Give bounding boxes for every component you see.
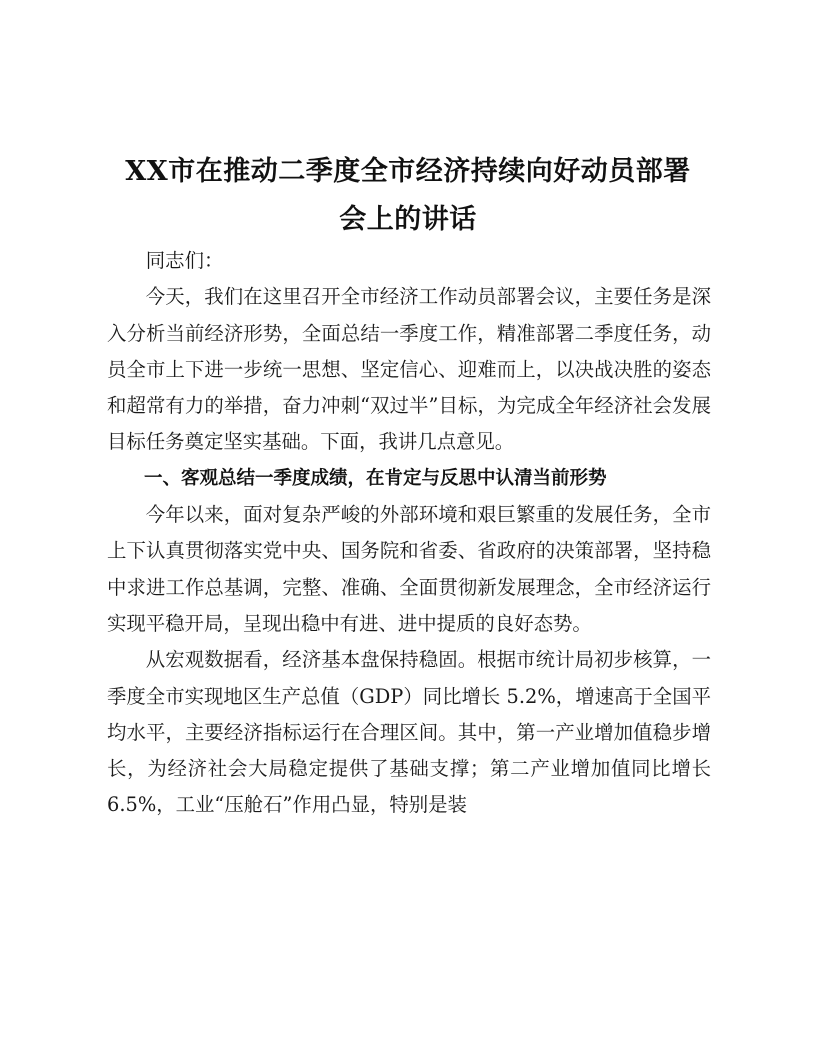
title-line-1: XX市在推动二季度全市经济持续向好动员部署: [125, 156, 691, 187]
paragraph-opening: 今天，我们在这里召开全市经济工作动员部署会议，主要任务是深入分析当前经济形势，全面总结一季度工作，精准部署二季度任务，动员全市上下进一步统一思想、坚定信心、迎难而上，以决战决胜的姿态和超常有力的举措，奋力冲刺“双过半”目标，为完成全年经济社会发展目标任务奠定坚实基础。下面，我讲几点意见。: [107, 285, 711, 454]
section-heading-1: 一、客观总结一季度成绩，在肯定与反思中认清当前形势: [144, 467, 607, 489]
title-line-2: 会上的讲话: [339, 204, 477, 235]
salutation: 同志们：: [145, 249, 224, 272]
document-body: [107, 243, 711, 824]
paragraph-macro-data: 从宏观数据看，经济基本盘保持稳固。根据市统计局初步核算，一季度全市实现地区生产总值（GDP）同比增长 5.2%，增速高于全国平均水平，主要经济指标运行在合理区间。其中，第一产业增加值稳步增长，为经济社会大局稳定提供了基础支撑；第二产业增加值同比增长 6.5%，工业“压舱石”作用凸显，特别是装: [107, 648, 711, 817]
paragraph-overview: 今年以来，面对复杂严峻的外部环境和艰巨繁重的发展任务，全市上下认真贯彻落实党中央、国务院和省委、省政府的决策部署，坚持稳中求进工作总基调，完整、准确、全面贯彻新发展理念，全市经济运行实现平稳开局，呈现出稳中有进、进中提质的良好态势。: [107, 503, 711, 635]
document-title: [100, 148, 716, 244]
